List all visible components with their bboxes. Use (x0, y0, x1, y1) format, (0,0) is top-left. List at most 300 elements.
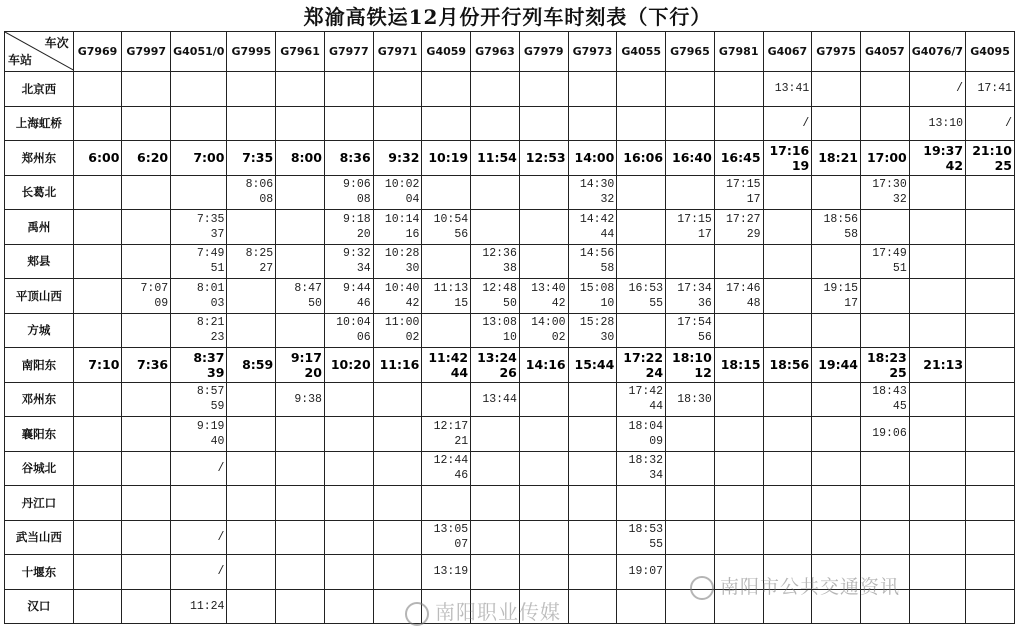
time-cell: 13:44 (471, 382, 520, 417)
arrival-time: 10:40 (384, 281, 420, 295)
time-cell (471, 175, 520, 210)
time-cell (966, 417, 1015, 452)
departure-minute: 09 (154, 296, 169, 310)
time-cell (666, 451, 715, 486)
time-cell (714, 417, 763, 452)
time-cell: 18:56 (763, 348, 812, 383)
departure-minute: 45 (892, 400, 907, 414)
station-name: 北京西 (5, 72, 74, 107)
departure-minute: 40 (210, 434, 225, 448)
departure-minute: 50 (503, 296, 517, 310)
time-cell (617, 106, 666, 141)
wechat-watermark-text: 南阳市公共交通资讯 (720, 576, 901, 598)
time-cell (122, 175, 171, 210)
time-cell (666, 279, 715, 314)
time-cell: 19:44 (812, 348, 861, 383)
time-cell (763, 279, 812, 314)
arrival-time: 14:42 (579, 212, 615, 226)
arrival-time: 12:36 (482, 247, 517, 261)
weibo-icon (405, 602, 429, 626)
time-cell: 18:30 (666, 382, 715, 417)
time-cell (422, 313, 471, 348)
station-name: 禹州 (5, 210, 74, 245)
time-cell (568, 313, 617, 348)
time-cell: 11:54 (471, 141, 520, 176)
time-cell (73, 313, 122, 348)
time-cell (227, 175, 276, 210)
time-cell: 9:38 (276, 382, 325, 417)
train-number-header: G7977 (324, 32, 373, 72)
time-cell (714, 279, 763, 314)
time-cell (763, 141, 812, 176)
time-cell (471, 555, 520, 590)
departure-minute: 48 (746, 296, 761, 310)
time-cell: 10:20 (324, 348, 373, 383)
time-cell (122, 520, 171, 555)
departure-minute: 42 (551, 296, 566, 310)
time-cell: 8:00 (276, 141, 325, 176)
time-cell (909, 279, 965, 314)
time-cell (861, 313, 910, 348)
time-cell (966, 279, 1015, 314)
arrival-time: 8:01 (196, 281, 225, 295)
time-cell (617, 210, 666, 245)
time-cell (122, 106, 171, 141)
time-cell (714, 72, 763, 107)
time-cell (422, 279, 471, 314)
departure-minute: 42 (405, 296, 420, 310)
time-cell (714, 382, 763, 417)
time-cell (471, 451, 520, 486)
time-cell (422, 348, 471, 383)
arrival-time: 13:08 (482, 316, 517, 330)
departure-minute: 26 (499, 364, 517, 380)
time-cell (122, 313, 171, 348)
time-cell (966, 520, 1015, 555)
time-cell: 7:10 (73, 348, 122, 383)
time-cell (617, 348, 666, 383)
time-cell (471, 313, 520, 348)
departure-minute: 34 (356, 262, 371, 276)
time-cell (861, 106, 910, 141)
station-row (5, 210, 1015, 245)
arrival-time: 18:56 (823, 212, 858, 226)
departure-minute: 46 (454, 469, 469, 483)
time-cell (966, 486, 1015, 521)
time-cell (171, 72, 227, 107)
time-cell (373, 210, 422, 245)
departure-minute: 20 (356, 227, 371, 241)
time-cell (714, 486, 763, 521)
time-cell (966, 210, 1015, 245)
arrival-time: 18:43 (872, 385, 907, 399)
time-cell (666, 106, 715, 141)
time-cell (73, 451, 122, 486)
time-cell (861, 210, 910, 245)
arrival-time: 21:10 (972, 142, 1012, 158)
arrival-time: 18:04 (628, 419, 664, 433)
time-cell (568, 382, 617, 417)
time-cell (227, 279, 276, 314)
time-cell (471, 520, 520, 555)
time-cell (909, 210, 965, 245)
departure-minute: 02 (405, 331, 420, 345)
station-row (5, 520, 1015, 555)
time-cell (568, 589, 617, 624)
time-cell (324, 589, 373, 624)
time-cell (763, 244, 812, 279)
time-cell (568, 210, 617, 245)
time-cell: 13:41 (763, 72, 812, 107)
time-cell (373, 72, 422, 107)
arrival-time: 10:14 (384, 212, 420, 226)
time-cell (276, 244, 325, 279)
arrival-time: 9:44 (343, 281, 371, 295)
departure-minute: 10 (600, 296, 615, 310)
time-cell: 8:59 (227, 348, 276, 383)
time-cell (568, 417, 617, 452)
arrival-time: 9:17 (290, 349, 322, 365)
time-cell (73, 486, 122, 521)
time-cell (568, 72, 617, 107)
corner-header (5, 32, 74, 72)
time-cell: 17:41 (966, 72, 1015, 107)
time-cell (171, 313, 227, 348)
time-cell (471, 72, 520, 107)
time-cell: 19:07 (617, 555, 666, 590)
time-cell (519, 313, 568, 348)
time-cell (617, 451, 666, 486)
no-stop-mark: / (966, 106, 1015, 141)
arrival-time: 13:24 (477, 349, 517, 365)
station-row (5, 106, 1015, 141)
time-cell (666, 210, 715, 245)
departure-minute: 25 (994, 157, 1012, 173)
arrival-time: 11:13 (433, 281, 469, 295)
time-cell (73, 589, 122, 624)
time-cell (276, 589, 325, 624)
time-cell (966, 555, 1015, 590)
arrival-time: 8:47 (294, 281, 322, 295)
time-cell (519, 520, 568, 555)
time-cell (324, 555, 373, 590)
station-name: 上海虹桥 (5, 106, 74, 141)
departure-minute: 44 (600, 227, 615, 241)
time-cell (568, 106, 617, 141)
time-cell (812, 175, 861, 210)
arrival-time: 18:23 (866, 349, 907, 365)
station-row (5, 72, 1015, 107)
time-cell (568, 486, 617, 521)
time-cell (422, 382, 471, 417)
time-cell (812, 279, 861, 314)
train-number-header: G7963 (471, 32, 520, 72)
time-cell (422, 244, 471, 279)
arrival-time: 17:27 (726, 212, 761, 226)
time-cell (171, 417, 227, 452)
time-cell: 13:10 (909, 106, 965, 141)
time-cell (373, 175, 422, 210)
time-cell (276, 210, 325, 245)
arrival-time: 9:32 (343, 247, 371, 261)
departure-minute: 19 (791, 157, 810, 173)
departure-minute: 16 (405, 227, 420, 241)
station-row (5, 382, 1015, 417)
time-cell (617, 520, 666, 555)
time-cell (122, 417, 171, 452)
time-cell (373, 313, 422, 348)
arrival-time: 10:04 (336, 316, 371, 330)
arrival-time: 17:34 (677, 281, 712, 295)
time-cell (171, 244, 227, 279)
time-cell (568, 451, 617, 486)
no-stop-mark: / (171, 451, 227, 486)
header-row (5, 32, 1015, 72)
time-cell (373, 106, 422, 141)
station-row (5, 313, 1015, 348)
station-name: 平顶山西 (5, 279, 74, 314)
time-cell (171, 382, 227, 417)
departure-minute: 37 (210, 227, 225, 241)
departure-minute: 17 (844, 296, 858, 310)
time-cell (568, 279, 617, 314)
time-cell (73, 279, 122, 314)
arrival-time: 7:07 (140, 281, 169, 295)
time-cell (714, 106, 763, 141)
time-cell (568, 175, 617, 210)
arrival-time: 15:28 (579, 316, 615, 330)
time-cell: 21:13 (909, 348, 965, 383)
time-cell (568, 555, 617, 590)
time-cell: 17:00 (861, 141, 910, 176)
time-cell (861, 520, 910, 555)
station-name: 襄阳东 (5, 417, 74, 452)
time-cell (519, 175, 568, 210)
arrival-time: 9:19 (196, 419, 225, 433)
time-cell (909, 486, 965, 521)
time-cell (73, 417, 122, 452)
time-cell (909, 555, 965, 590)
time-cell (73, 244, 122, 279)
train-number-header: G7997 (122, 32, 171, 72)
time-cell: 15:44 (568, 348, 617, 383)
station-name: 长葛北 (5, 175, 74, 210)
time-cell (519, 417, 568, 452)
no-stop-mark: / (171, 520, 227, 555)
time-cell (373, 451, 422, 486)
departure-minute: 36 (697, 296, 712, 310)
time-cell (73, 72, 122, 107)
time-cell (909, 244, 965, 279)
time-cell (666, 486, 715, 521)
time-cell (861, 382, 910, 417)
time-cell: 13:19 (422, 555, 471, 590)
time-cell (227, 210, 276, 245)
time-cell (422, 210, 471, 245)
time-cell (471, 348, 520, 383)
time-cell (276, 348, 325, 383)
departure-minute: 08 (356, 193, 371, 207)
time-cell (568, 520, 617, 555)
departure-minute: 44 (450, 364, 469, 380)
time-cell (966, 382, 1015, 417)
time-cell (812, 417, 861, 452)
train-number-header: G7981 (714, 32, 763, 72)
time-cell (471, 106, 520, 141)
arrival-time: 19:15 (823, 281, 858, 295)
time-cell (122, 382, 171, 417)
departure-minute: 32 (600, 193, 615, 207)
arrival-time: 18:53 (628, 523, 664, 537)
time-cell (966, 451, 1015, 486)
time-cell (714, 520, 763, 555)
departure-minute: 27 (259, 262, 274, 276)
time-cell: 6:00 (73, 141, 122, 176)
time-cell (422, 72, 471, 107)
time-cell (227, 72, 276, 107)
departure-minute: 59 (210, 400, 225, 414)
arrival-time: 14:56 (579, 247, 615, 261)
time-cell (276, 313, 325, 348)
weibo-watermark (405, 596, 561, 626)
arrival-time: 14:00 (531, 316, 566, 330)
time-cell (666, 175, 715, 210)
time-cell: 6:20 (122, 141, 171, 176)
time-cell (122, 244, 171, 279)
time-cell (373, 555, 422, 590)
time-cell (471, 210, 520, 245)
time-cell (812, 382, 861, 417)
wechat-watermark (690, 572, 900, 600)
station-name: 邓州东 (5, 382, 74, 417)
train-number-header: G7973 (568, 32, 617, 72)
time-cell (861, 72, 910, 107)
departure-minute: 25 (889, 364, 907, 380)
time-cell: 19:06 (861, 417, 910, 452)
time-cell (422, 451, 471, 486)
time-cell: 7:35 (227, 141, 276, 176)
arrival-time: 8:06 (245, 178, 274, 192)
time-cell (666, 313, 715, 348)
time-cell: 16:40 (666, 141, 715, 176)
train-number-header: G7965 (666, 32, 715, 72)
time-cell (422, 486, 471, 521)
station-row (5, 279, 1015, 314)
time-cell (861, 348, 910, 383)
time-cell (617, 486, 666, 521)
station-row (5, 451, 1015, 486)
time-cell (73, 210, 122, 245)
station-name: 十堰东 (5, 555, 74, 590)
time-cell (471, 244, 520, 279)
time-cell (373, 417, 422, 452)
station-name: 武当山西 (5, 520, 74, 555)
departure-minute: 12 (694, 364, 712, 380)
time-cell (471, 486, 520, 521)
arrival-time: 13:05 (433, 523, 469, 537)
arrival-time: 17:16 (769, 142, 810, 158)
time-cell (909, 141, 965, 176)
time-cell (909, 417, 965, 452)
time-cell (227, 451, 276, 486)
time-cell (324, 279, 373, 314)
arrival-time: 12:48 (482, 281, 517, 295)
time-cell (122, 451, 171, 486)
time-cell (122, 589, 171, 624)
station-row (5, 141, 1015, 176)
train-number-header: G7969 (73, 32, 122, 72)
time-cell (171, 486, 227, 521)
time-cell (324, 244, 373, 279)
time-cell: 16:45 (714, 141, 763, 176)
time-cell (861, 451, 910, 486)
train-number-header: G7995 (227, 32, 276, 72)
time-cell (122, 279, 171, 314)
time-cell (909, 313, 965, 348)
departure-minute: 58 (844, 227, 858, 241)
train-number-header: G4051/0 (171, 32, 227, 72)
time-cell (73, 555, 122, 590)
departure-minute: 04 (405, 193, 420, 207)
station-row (5, 244, 1015, 279)
departure-minute: 56 (697, 331, 712, 345)
arrival-time: 17:46 (726, 281, 761, 295)
time-cell (666, 348, 715, 383)
time-cell (861, 175, 910, 210)
time-cell (763, 210, 812, 245)
time-cell: 14:16 (519, 348, 568, 383)
train-number-header: G7971 (373, 32, 422, 72)
departure-minute: 02 (551, 331, 566, 345)
time-cell (812, 486, 861, 521)
departure-minute: 29 (746, 227, 761, 241)
time-cell (227, 106, 276, 141)
time-cell (519, 72, 568, 107)
time-cell (276, 279, 325, 314)
arrival-time: 18:10 (672, 349, 712, 365)
time-cell (324, 210, 373, 245)
arrival-time: 16:53 (628, 281, 664, 295)
time-cell (714, 175, 763, 210)
time-cell (617, 589, 666, 624)
timetable (4, 31, 1015, 624)
departure-minute: 32 (892, 193, 907, 207)
time-cell (227, 382, 276, 417)
time-cell (73, 106, 122, 141)
time-cell (519, 555, 568, 590)
time-cell: 14:00 (568, 141, 617, 176)
time-cell: 12:53 (519, 141, 568, 176)
time-cell: 11:16 (373, 348, 422, 383)
time-cell (519, 279, 568, 314)
time-cell (276, 72, 325, 107)
time-cell (276, 555, 325, 590)
time-cell (812, 210, 861, 245)
arrival-time: 10:28 (384, 247, 420, 261)
time-cell (714, 451, 763, 486)
time-cell (422, 417, 471, 452)
time-cell (909, 451, 965, 486)
time-cell (227, 244, 276, 279)
time-cell (471, 279, 520, 314)
station-name: 谷城北 (5, 451, 74, 486)
arrival-time: 9:06 (343, 178, 371, 192)
time-cell (812, 313, 861, 348)
time-cell (276, 451, 325, 486)
time-cell: 7:36 (122, 348, 171, 383)
arrival-time: 8:37 (193, 349, 225, 365)
arrival-time: 17:42 (628, 385, 664, 399)
